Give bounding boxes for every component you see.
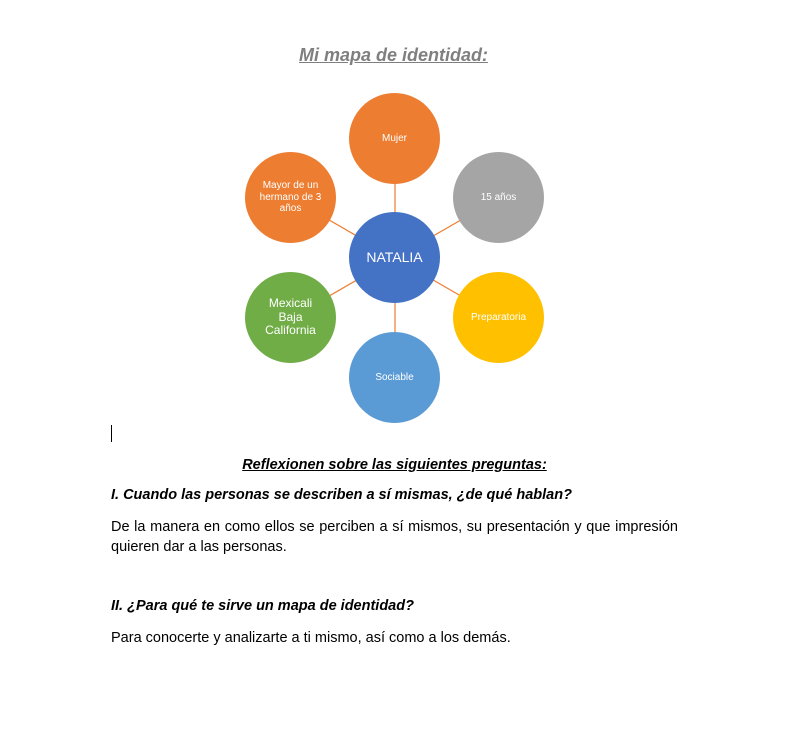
answer-1: De la manera en como ellos se perciben a sí mismos, su presentación y que impresión quieren dar a las personas.: [111, 519, 678, 555]
node-center-label: NATALIA: [366, 249, 423, 266]
question-2: II. ¿Para qué te sirve un mapa de identidad?: [111, 598, 414, 614]
reflection-heading: Reflexionen sobre las siguientes preguntas:: [242, 457, 547, 473]
answer-2: Para conocerte y analizarte a ti mismo, así como a los demás.: [111, 630, 511, 646]
question-1: I. Cuando las personas se describen a sí mismas, ¿de qué hablan?: [111, 487, 572, 503]
node-preparatoria: [453, 272, 544, 363]
node-preparatoria-label: Preparatoria: [470, 311, 527, 323]
document-title: Mi mapa de identidad:: [298, 45, 489, 65]
node-15-anos: [453, 152, 544, 243]
node-hermano-label: Mayor de un hermano de 3 años: [259, 180, 322, 215]
node-hermano: [245, 152, 336, 243]
text-cursor: [111, 425, 112, 442]
node-mujer: [349, 93, 440, 184]
node-15-anos-label: 15 años: [480, 191, 517, 203]
node-sociable-label: Sociable: [375, 371, 414, 383]
node-mujer-label: Mujer: [381, 132, 407, 144]
node-mexicali: [245, 272, 336, 363]
node-mexicali-label: Mexicali Baja California: [265, 295, 316, 338]
node-center: [349, 212, 440, 303]
node-sociable: [349, 332, 440, 423]
